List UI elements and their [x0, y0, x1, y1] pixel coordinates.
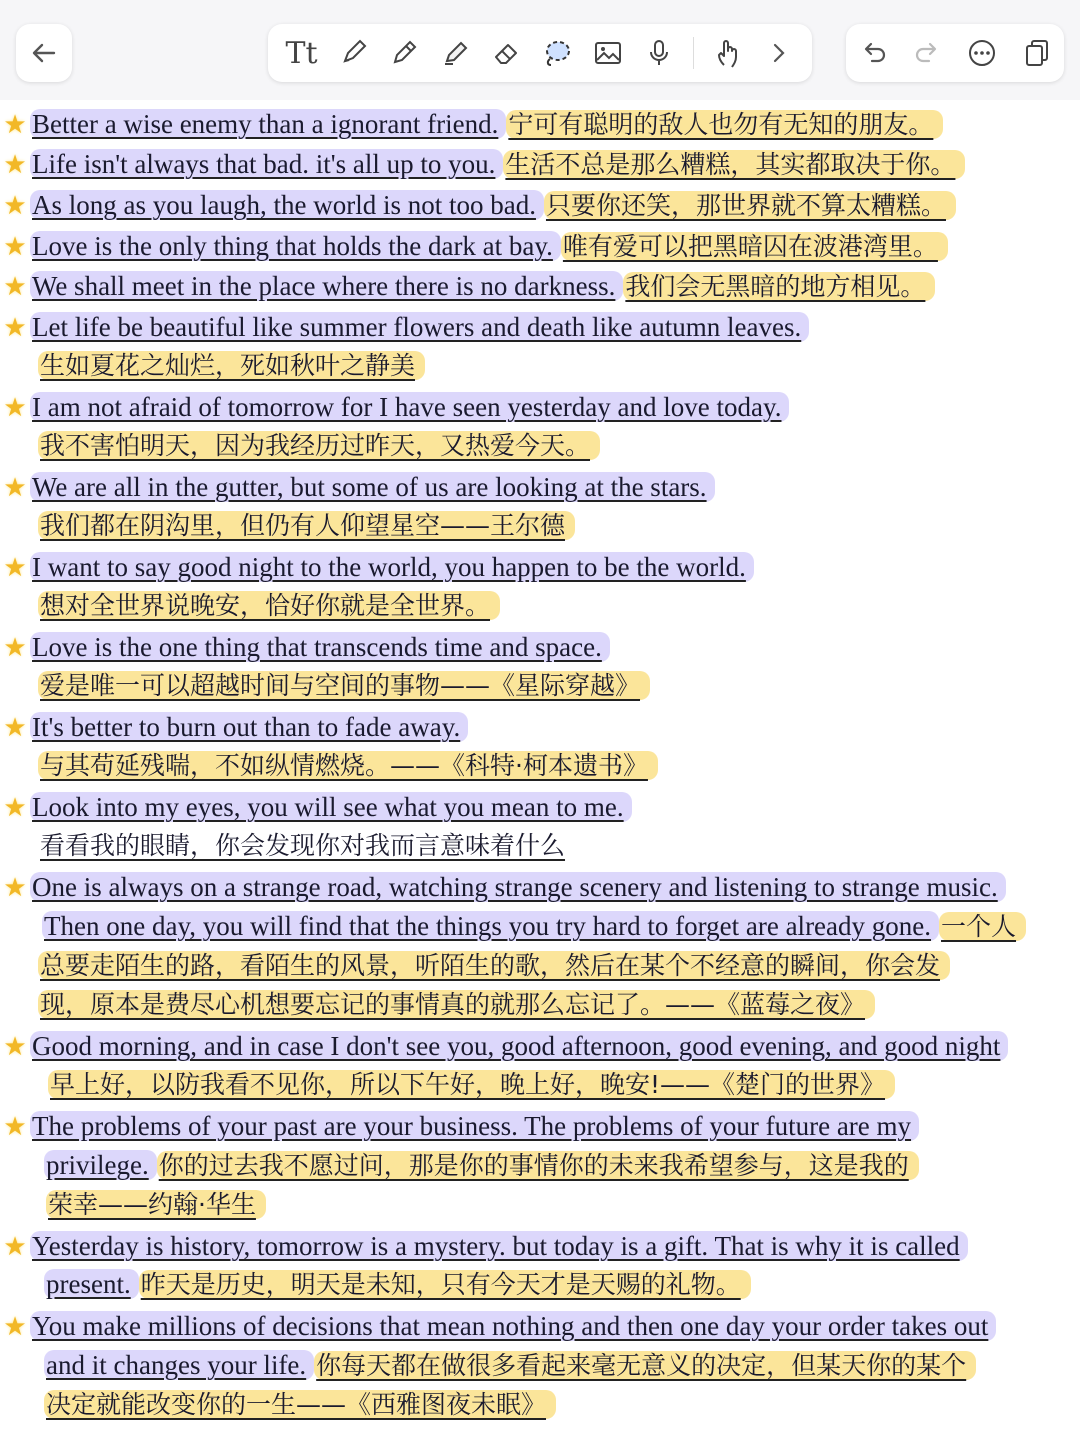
star-icon: ★ — [3, 110, 27, 140]
quote-line-7-zh — [38, 427, 600, 464]
back-button[interactable] — [16, 24, 72, 82]
star-icon: ★ — [3, 150, 27, 180]
star-icon: ★ — [3, 713, 27, 743]
quote-chinese: 现，原本是费尽心机想要忘记的事情真的就那么忘记了。——《蓝莓之夜》 — [38, 990, 875, 1019]
quote-chinese: 荣幸——约翰·华生 — [46, 1190, 266, 1219]
drawing-tools-bar — [268, 24, 812, 82]
quote-chinese: 你的过去我不愿过问，那是你的事情你的未来我希望参与，这是我的 — [157, 1151, 919, 1180]
star-icon: ★ — [3, 553, 27, 583]
quote-line-16-en2 — [44, 1266, 751, 1303]
quote-line-15-en2 — [44, 1147, 919, 1184]
star-icon: ★ — [3, 1112, 27, 1142]
quote-line-9-zh — [38, 587, 500, 624]
star-icon: ★ — [3, 1232, 27, 1262]
quote-chinese: 与其苟延残喘，不如纵情燃烧。——《科特·柯本遗书》 — [38, 751, 658, 780]
quote-line-10-en — [0, 629, 610, 666]
quote-line-17-en2 — [44, 1347, 976, 1384]
top-toolbar — [0, 0, 1080, 100]
quote-chinese: 早上好，以防我看不见你，所以下午好，晚上好，晚安!——《楚门的世界》 — [48, 1070, 895, 1099]
star-icon: ★ — [3, 272, 27, 302]
quote-english: and it changes your life. — [44, 1350, 314, 1380]
quote-line-3 — [0, 187, 956, 224]
quote-chinese: 看看我的眼睛，你会发现你对我而言意味着什么 — [40, 831, 566, 860]
quote-chinese: 决定就能改变你的一生——《西雅图夜未眠》 — [44, 1390, 556, 1419]
history-actions-bar — [846, 24, 1064, 82]
redo-icon[interactable] — [911, 36, 945, 70]
quote-chinese: 我们会无黑暗的地方相见。 — [623, 272, 935, 301]
quote-line-9-en — [0, 549, 754, 586]
image-icon[interactable] — [591, 36, 625, 70]
quote-line-7-en — [0, 389, 789, 426]
quote-line-14-zh — [48, 1066, 895, 1103]
quote-line-12-en — [0, 789, 632, 826]
quote-english: We shall meet in the place where there is no darkness. — [30, 271, 623, 301]
quote-line-5 — [0, 268, 935, 305]
quote-english: It's better to burn out than to fade away. — [30, 712, 468, 742]
star-icon: ★ — [3, 633, 27, 663]
chevron-right-icon[interactable] — [762, 36, 796, 70]
star-icon: ★ — [3, 191, 27, 221]
quote-line-15-en1 — [0, 1108, 919, 1145]
quote-line-10-zh — [38, 667, 650, 704]
eraser-icon[interactable] — [489, 36, 523, 70]
quote-english: One is always on a strange road, watching strange scenery and listening to strange music. — [30, 872, 1006, 902]
quote-english: Love is the only thing that holds the dark at bay. — [30, 231, 561, 261]
quote-line-1 — [0, 106, 943, 143]
pencil-icon[interactable] — [387, 36, 421, 70]
toolbar-separator — [693, 37, 694, 69]
quote-chinese: 生如夏花之灿烂，死如秋叶之静美 — [38, 351, 425, 380]
star-icon: ★ — [3, 393, 27, 423]
quote-line-8-zh — [38, 507, 575, 544]
quote-line-8-en — [0, 469, 715, 506]
quote-english: Then one day, you will find that the things you try hard to forget are already gone. — [42, 911, 939, 941]
quote-chinese: 爱是唯一可以超越时间与空间的事物——《星际穿越》 — [38, 671, 650, 700]
quote-line-15-zh2 — [46, 1186, 266, 1223]
quote-english: Better a wise enemy than a ignorant friend. — [30, 109, 506, 139]
quote-line-13-en2 — [42, 908, 1026, 945]
quote-english: I am not afraid of tomorrow for I have seen yesterday and love today. — [30, 392, 789, 422]
quote-line-11-en — [0, 709, 468, 746]
quote-english: I want to say good night to the world, you happen to be the world. — [30, 552, 754, 582]
quote-english: As long as you laugh, the world is not too bad. — [30, 190, 544, 220]
quote-english: Let life be beautiful like summer flowers and death like autumn leaves. — [30, 312, 809, 342]
quote-line-6-zh — [38, 347, 425, 384]
quote-english: We are all in the gutter, but some of us are looking at the stars. — [30, 472, 715, 502]
star-icon: ★ — [3, 793, 27, 823]
quote-chinese: 生活不总是那么糟糕，其实都取决于你。 — [503, 150, 965, 179]
quote-chinese: 唯有爱可以把黑暗囚在波港湾里。 — [561, 232, 948, 261]
undo-icon[interactable] — [856, 36, 890, 70]
star-icon: ★ — [3, 873, 27, 903]
touch-hand-icon[interactable] — [711, 36, 745, 70]
quote-english: You make millions of decisions that mean nothing and then one day your order takes out — [30, 1311, 996, 1341]
more-icon[interactable] — [965, 36, 999, 70]
quote-line-13-zh3 — [38, 986, 875, 1023]
quote-chinese: 昨天是历史，明天是未知，只有今天才是天赐的礼物。 — [139, 1270, 751, 1299]
quote-chinese: 总要走陌生的路，看陌生的风景，听陌生的歌，然后在某个不经意的瞬间，你会发 — [38, 951, 950, 980]
microphone-icon[interactable] — [642, 36, 676, 70]
quote-line-4 — [0, 228, 948, 265]
quote-line-14-en — [0, 1028, 1008, 1065]
star-icon: ★ — [3, 1312, 27, 1342]
quote-chinese: 只要你还笑，那世界就不算太糟糕。 — [544, 191, 956, 220]
star-icon: ★ — [3, 1032, 27, 1062]
quote-english: Look into my eyes, you will see what you mean to me. — [30, 792, 632, 822]
quote-line-11-zh — [38, 747, 658, 784]
quote-chinese: 你每天都在做很多看起来毫无意义的决定，但某天你的某个 — [314, 1351, 976, 1380]
highlighter-icon[interactable] — [438, 36, 472, 70]
star-icon: ★ — [3, 232, 27, 262]
back-arrow-icon — [27, 36, 61, 70]
quote-english: Life isn't always that bad. it's all up to you. — [30, 149, 503, 179]
quote-line-12-zh — [38, 827, 575, 864]
quote-chinese: 我们都在阴沟里，但仍有人仰望星空——王尔德 — [38, 511, 575, 540]
text-format-icon[interactable]: Tt — [285, 35, 318, 71]
lasso-icon[interactable] — [540, 36, 574, 70]
quote-line-17-en1 — [0, 1308, 996, 1345]
quote-line-16-en1 — [0, 1228, 968, 1265]
quote-english: privilege. — [44, 1150, 157, 1180]
quote-english: Love is the one thing that transcends time and space. — [30, 632, 610, 662]
quote-english: Yesterday is history, tomorrow is a mystery. but today is a gift. That is why it is called — [30, 1231, 968, 1261]
star-icon: ★ — [3, 473, 27, 503]
quote-line-13-en1 — [0, 869, 1006, 906]
quote-line-17-zh2 — [44, 1386, 556, 1423]
quote-english: present. — [44, 1269, 139, 1299]
pages-icon[interactable] — [1020, 36, 1054, 70]
quote-english: Good morning, and in case I don't see you, good afternoon, good evening, and good night — [30, 1031, 1008, 1061]
star-icon: ★ — [3, 313, 27, 343]
quote-line-2 — [0, 146, 965, 183]
quote-chinese: 一个人 — [939, 912, 1026, 941]
quote-chinese: 我不害怕明天，因为我经历过昨天，又热爱今天。 — [38, 431, 600, 460]
pen-icon[interactable] — [336, 36, 370, 70]
quote-line-6-en — [0, 309, 809, 346]
quote-line-13-zh2 — [38, 947, 950, 984]
quote-chinese: 想对全世界说晚安，恰好你就是全世界。 — [38, 591, 500, 620]
quote-english: The problems of your past are your business. The problems of your future are my — [30, 1111, 919, 1141]
quote-chinese: 宁可有聪明的敌人也勿有无知的朋友。 — [506, 110, 943, 139]
